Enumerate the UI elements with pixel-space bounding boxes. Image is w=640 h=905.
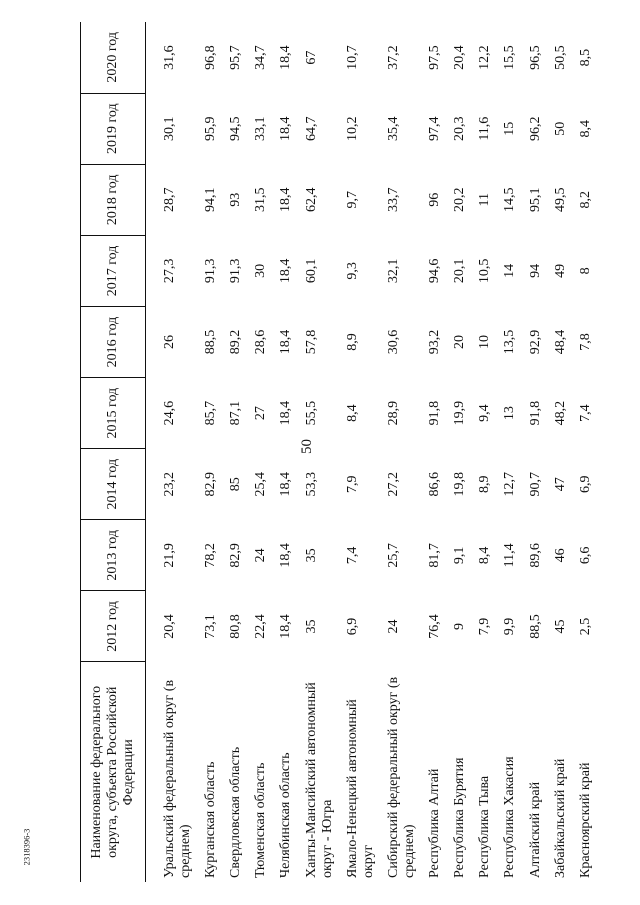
column-header-year: 2013 год	[81, 520, 146, 591]
value-cell: 78,2	[203, 543, 219, 568]
value-cell: 8,4	[577, 119, 593, 138]
value-cell: 6,9	[344, 617, 360, 636]
value-cell: 22,4	[253, 614, 269, 639]
value-cell: 26	[162, 335, 177, 350]
value-cell: 57,8	[303, 329, 319, 355]
value-cell: 46	[552, 548, 568, 563]
value-cell: 7,9	[344, 475, 360, 493]
rotated-table-container	[80, 22, 600, 882]
value-cell: 15	[502, 121, 518, 136]
value-cell: 97,5	[427, 45, 443, 70]
value-cell: 28,6	[253, 329, 269, 355]
value-cell: 8,5	[577, 48, 593, 67]
table-row	[424, 22, 449, 882]
value-cell: 97,4	[427, 116, 443, 141]
value-cell: 13,5	[502, 329, 518, 355]
value-cell: 11,6	[477, 116, 493, 141]
value-cell: 35	[303, 619, 319, 634]
value-cell: 55,5	[303, 400, 319, 426]
table-row	[250, 22, 275, 882]
value-cell: 49,5	[552, 187, 568, 213]
region-name-cell: Алтайский край	[527, 781, 543, 878]
column-header-year: 2016 год	[81, 306, 146, 377]
value-cell: 12,2	[477, 45, 493, 70]
value-cell: 28,7	[162, 187, 177, 213]
value-cell: 19,9	[452, 400, 468, 426]
value-cell: 30,1	[162, 116, 177, 141]
value-cell: 85,7	[203, 400, 219, 426]
value-cell: 33,7	[385, 187, 401, 213]
value-cell: 88,5	[203, 329, 219, 355]
value-cell: 14	[502, 263, 518, 278]
table-row	[301, 22, 342, 882]
value-cell: 23,2	[162, 471, 177, 497]
value-cell: 6,6	[577, 546, 593, 565]
value-cell: 18,4	[278, 471, 294, 497]
value-cell: 18,4	[278, 116, 294, 141]
value-cell: 13	[502, 406, 518, 421]
value-cell: 27,3	[162, 258, 177, 284]
value-cell: 32,1	[385, 258, 401, 284]
value-cell: 94,6	[427, 258, 443, 284]
table-row	[225, 22, 250, 882]
value-cell: 81,7	[427, 543, 443, 568]
table-row	[449, 22, 474, 882]
value-cell: 60,1	[303, 258, 319, 284]
value-cell: 91,3	[228, 258, 244, 284]
value-cell: 87,1	[228, 400, 244, 426]
value-cell: 30,6	[385, 329, 401, 355]
region-name-cell: Республика Бурятия	[452, 757, 468, 878]
value-cell: 96,2	[527, 116, 543, 141]
value-cell: 80,8	[228, 614, 244, 639]
value-cell: 8	[577, 267, 593, 275]
value-cell: 85	[228, 477, 244, 492]
value-cell: 48,4	[552, 329, 568, 355]
value-cell: 31,6	[162, 45, 177, 70]
value-cell: 20	[452, 335, 468, 350]
value-cell: 10,2	[344, 116, 360, 141]
table-row	[342, 22, 383, 882]
region-name-cell: Республика Тыва	[477, 775, 493, 878]
value-cell: 12,7	[502, 471, 518, 497]
value-cell: 93,2	[427, 329, 443, 355]
value-cell: 7,9	[477, 617, 493, 636]
value-cell: 21,9	[162, 543, 177, 568]
table-header-row	[81, 22, 146, 882]
value-cell: 18,4	[278, 45, 294, 70]
table-row	[525, 22, 550, 882]
value-cell: 30	[253, 263, 269, 278]
value-cell: 20,2	[452, 187, 468, 213]
region-name-cell: Уральский федеральный округ (в среднем)	[162, 679, 194, 878]
value-cell: 34,7	[253, 45, 269, 70]
value-cell: 89,6	[527, 543, 543, 568]
column-header-year: 2014 год	[81, 449, 146, 520]
column-header-year: 2017 год	[81, 235, 146, 306]
value-cell: 94,1	[203, 187, 219, 213]
value-cell: 96	[427, 192, 443, 207]
region-name-cell: Ханты-Мансийский автономный округ - Югра	[303, 682, 335, 878]
value-cell: 18,4	[278, 614, 294, 639]
value-cell: 64,7	[303, 116, 319, 141]
region-name-cell: Забайкальский край	[552, 758, 568, 878]
value-cell: 25,7	[385, 543, 401, 568]
value-cell: 33,1	[253, 116, 269, 141]
data-table	[80, 22, 600, 882]
region-name-cell: Челябинская область	[278, 752, 294, 878]
value-cell: 48,2	[552, 400, 568, 426]
value-cell: 10	[477, 335, 493, 350]
value-cell: 35	[303, 548, 319, 563]
value-cell: 73,1	[203, 614, 219, 639]
value-cell: 10,7	[344, 45, 360, 70]
value-cell: 7,4	[577, 404, 593, 422]
value-cell: 8,4	[344, 404, 360, 422]
value-cell: 20,3	[452, 116, 468, 141]
value-cell: 9,9	[502, 617, 518, 636]
value-cell: 50,5	[552, 45, 568, 70]
column-header-year: 2012 год	[81, 591, 146, 662]
region-name-cell: Свердловская область	[228, 746, 244, 878]
value-cell: 18,4	[278, 543, 294, 568]
value-cell: 95,1	[527, 187, 543, 213]
value-cell: 92,9	[527, 329, 543, 355]
value-cell: 35,4	[385, 116, 401, 141]
value-cell: 24,6	[162, 400, 177, 426]
value-cell: 19,8	[452, 471, 468, 497]
value-cell: 91,8	[427, 400, 443, 426]
value-cell: 9,4	[477, 404, 493, 422]
table-row	[499, 22, 524, 882]
value-cell: 14,5	[502, 187, 518, 213]
value-cell: 95,7	[228, 45, 244, 70]
value-cell: 18,4	[278, 329, 294, 355]
region-name-cell: Курганская область	[203, 761, 219, 878]
value-cell: 25,4	[253, 471, 269, 497]
value-cell: 96,8	[203, 45, 219, 70]
region-name-cell: Тюменская область	[253, 762, 269, 878]
value-cell: 62,4	[303, 187, 319, 213]
table-body	[146, 22, 600, 882]
value-cell: 37,2	[385, 45, 401, 70]
value-cell: 18,4	[278, 187, 294, 213]
value-cell: 8,9	[344, 333, 360, 351]
value-cell: 91,8	[527, 400, 543, 426]
value-cell: 82,9	[228, 543, 244, 568]
value-cell: 8,2	[577, 191, 593, 209]
value-cell: 93	[228, 192, 244, 207]
value-cell: 49	[552, 263, 568, 278]
value-cell: 18,4	[278, 258, 294, 284]
value-cell: 47	[552, 477, 568, 492]
column-header-year: 2019 год	[81, 93, 146, 164]
value-cell: 9,3	[344, 262, 360, 280]
table-row	[550, 22, 575, 882]
table-row	[275, 22, 300, 882]
value-cell: 45	[552, 619, 568, 634]
value-cell: 10,5	[477, 258, 493, 284]
value-cell: 7,4	[344, 546, 360, 565]
value-cell: 27	[253, 406, 269, 421]
region-name-cell: Ямало-Ненецкий автономный округ	[344, 699, 376, 878]
value-cell: 86,6	[427, 471, 443, 497]
value-cell: 9	[452, 622, 468, 630]
value-cell: 89,2	[228, 329, 244, 355]
table-row	[383, 22, 424, 882]
table-row	[474, 22, 499, 882]
value-cell: 20,4	[452, 45, 468, 70]
value-cell: 11,4	[502, 543, 518, 568]
value-cell: 28,9	[385, 400, 401, 426]
value-cell: 90,7	[527, 471, 543, 497]
table-row	[200, 22, 225, 882]
value-cell: 82,9	[203, 471, 219, 497]
value-cell: 15,5	[502, 45, 518, 70]
value-cell: 7,8	[577, 333, 593, 351]
column-header-year: 2015 год	[81, 378, 146, 449]
region-name-cell: Сибирский федеральный округ (в среднем)	[385, 676, 418, 878]
document-code: 2318396-3	[21, 828, 32, 866]
value-cell: 67	[303, 50, 319, 65]
value-cell: 9,7	[344, 191, 360, 209]
column-header-year: 2020 год	[81, 22, 146, 93]
column-header-name: Наименование федерального округа, субъекта Российской Федерации	[81, 662, 146, 882]
value-cell: 18,4	[278, 400, 294, 426]
value-cell: 27,2	[385, 471, 401, 497]
value-cell: 50	[552, 121, 568, 136]
value-cell: 88,5	[527, 614, 543, 639]
table-row	[575, 22, 600, 882]
value-cell: 95,9	[203, 116, 219, 141]
value-cell: 6,9	[577, 475, 593, 493]
region-name-cell: Республика Алтай	[427, 768, 443, 878]
value-cell: 31,5	[253, 187, 269, 213]
value-cell: 20,4	[162, 614, 177, 639]
value-cell: 53,3	[303, 471, 319, 497]
value-cell: 94,5	[228, 116, 244, 141]
value-cell: 20,1	[452, 258, 468, 284]
column-header-year: 2018 год	[81, 164, 146, 235]
value-cell: 8,9	[477, 475, 493, 493]
value-cell: 11	[477, 193, 493, 207]
value-cell: 94	[527, 263, 543, 278]
table-row	[146, 22, 201, 882]
region-name-cell: Республика Хакасия	[502, 756, 518, 878]
value-cell: 91,3	[203, 258, 219, 284]
value-cell: 76,4	[427, 614, 443, 639]
value-cell: 2,5	[577, 617, 593, 636]
value-cell: 24	[253, 548, 269, 563]
value-cell: 24	[385, 619, 401, 634]
region-name-cell: Красноярский край	[577, 762, 593, 878]
value-cell: 9,1	[452, 546, 468, 565]
value-cell: 8,4	[477, 546, 493, 565]
value-cell: 96,5	[527, 45, 543, 70]
page-number: 50	[299, 439, 315, 454]
